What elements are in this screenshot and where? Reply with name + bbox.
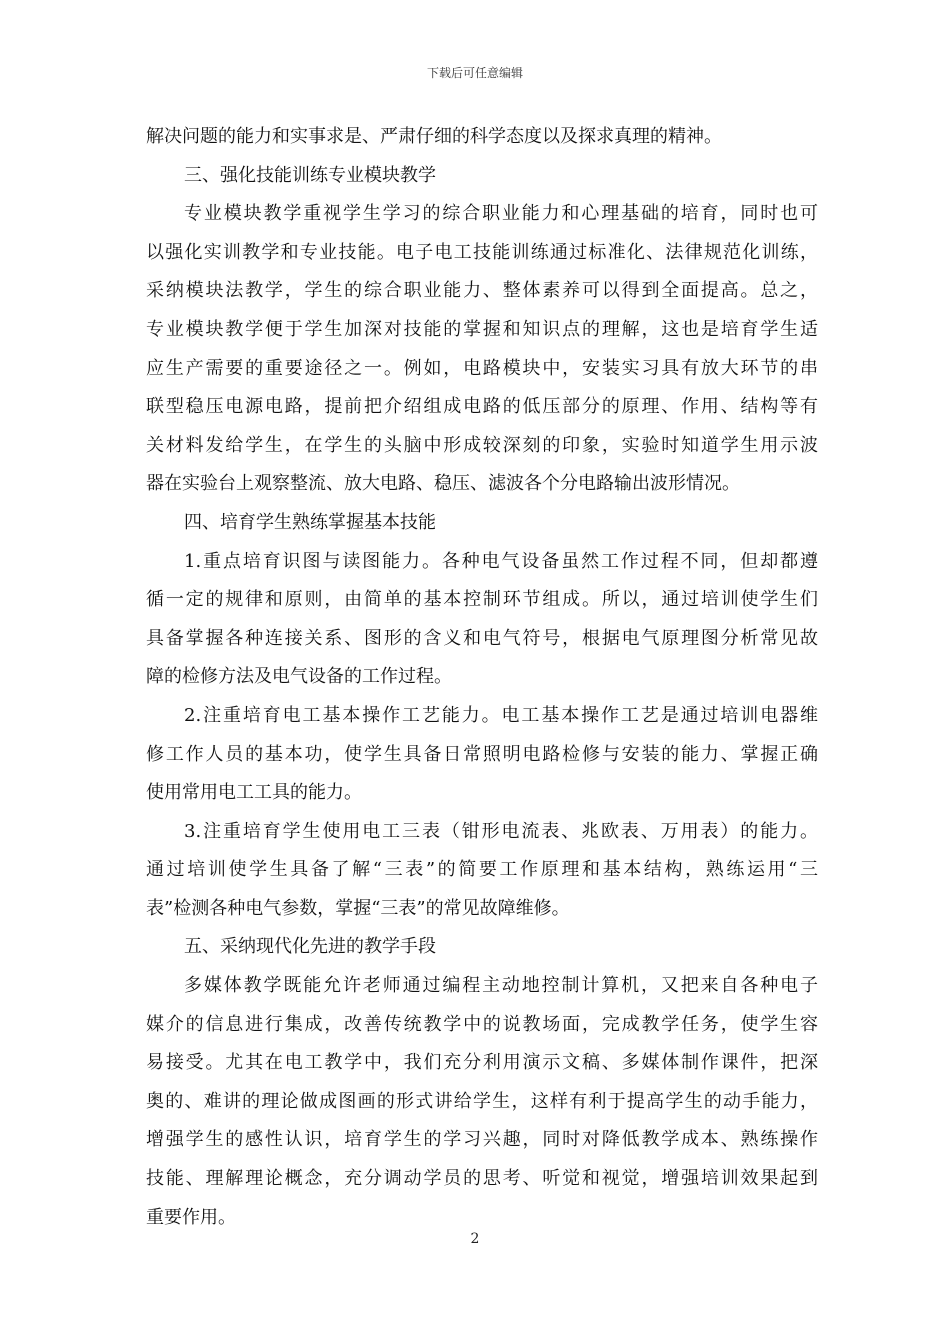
body-paragraph: [146, 697, 818, 813]
paragraph-line: 增强学生的感性认识，培育学生的学习兴趣，同时对降低教学成本、熟练操作: [146, 1129, 818, 1151]
section-heading: [146, 504, 818, 543]
paragraph-line: 应生产需要的重要途径之一。例如，电路模块中，安装实习具有放大环节的串: [146, 357, 818, 379]
section-heading: [146, 157, 818, 196]
paragraph-line: 解决问题的能力和实事求是、严肃仔细的科学态度以及探求真理的精神。: [146, 126, 722, 147]
paragraph-line: 3.注重培育学生使用电工三表（钳形电流表、兆欧表、万用表）的能力。: [184, 820, 818, 842]
paragraph-line: 专业模块教学重视学生学习的综合职业能力和心理基础的培育，同时也可: [184, 203, 818, 225]
paragraph-line: 修工作人员的基本功，使学生具备日常照明电路检修与安装的能力、掌握正确: [146, 743, 818, 765]
paragraph-line: 关材料发给学生，在学生的头脑中形成较深刻的印象，实验时知道学生用示波: [146, 434, 818, 456]
paragraph-line: 通过培训使学生具备了解“三表”的简要工作原理和基本结构，熟练运用“三: [146, 859, 818, 881]
section-heading: [146, 928, 818, 967]
paragraph-line: 具备掌握各种连接关系、图形的含义和电气符号，根据电气原理图分析常见故: [146, 627, 818, 649]
paragraph-line: 媒介的信息进行集成，改善传统教学中的说教场面，完成教学任务，使学生容: [146, 1013, 818, 1035]
paragraph-line: 奥的、难讲的理论做成图画的形式讲给学生，这样有利于提高学生的动手能力，: [146, 1090, 818, 1112]
page-header: 下载后可任意编辑: [426, 66, 523, 80]
paragraph-line: 循一定的规律和原则，由简单的基本控制环节组成。所以，通过培训使学生们: [146, 589, 818, 611]
paragraph-line: 易接受。尤其在电工教学中，我们充分利用演示文稿、多媒体制作课件，把深: [146, 1052, 818, 1074]
paragraph-line: 以强化实训教学和专业技能。电子电工技能训练通过标准化、法律规范化训练，: [146, 241, 818, 263]
paragraph-line: 专业模块教学便于学生加深对技能的掌握和知识点的理解，这也是培育学生适: [146, 318, 818, 340]
paragraph-line: 器在实验台上观察整流、放大电路、稳压、滤波各个分电路输出波形情况。: [146, 473, 740, 495]
paragraph-line: 表”检测各种电气参数，掌握“三表”的常见故障维修。: [146, 897, 570, 919]
heading-text: 三、强化技能训练专业模块教学: [184, 164, 436, 186]
page-number: 2: [470, 1231, 480, 1247]
paragraph-line: 技能、理解理论概念，充分调动学员的思考、听觉和视觉，增强培训效果起到: [146, 1168, 818, 1190]
heading-text: 五、采纳现代化先进的教学手段: [184, 936, 436, 958]
paragraph-line: 2.注重培育电工基本操作工艺能力。电工基本操作工艺是通过培训电器维: [184, 704, 818, 726]
paragraph-line: 使用常用电工工具的能力。: [146, 782, 362, 804]
paragraph-line: 1.重点培育识图与读图能力。各种电气设备虽然工作过程不同，但却都遵: [184, 550, 818, 572]
body-paragraph: [146, 118, 818, 157]
paragraph-line: 重要作用。: [146, 1206, 236, 1228]
paragraph-line: 采纳模块法教学，学生的综合职业能力、整体素养可以得到全面提高。总之，: [146, 280, 818, 302]
paragraph-line: 联型稳压电源电路，提前把介绍组成电路的低压部分的原理、作用、结构等有: [146, 396, 818, 418]
body-paragraph: [146, 195, 818, 504]
document-body: [146, 118, 818, 1237]
body-paragraph: [146, 813, 818, 929]
heading-text: 四、培育学生熟练掌握基本技能: [184, 511, 436, 533]
paragraph-line: 障的检修方法及电气设备的工作过程。: [146, 666, 452, 688]
body-paragraph: [146, 543, 818, 697]
body-paragraph: [146, 967, 818, 1237]
paragraph-line: 多媒体教学既能允许老师通过编程主动地控制计算机，又把来自各种电子: [184, 975, 818, 997]
